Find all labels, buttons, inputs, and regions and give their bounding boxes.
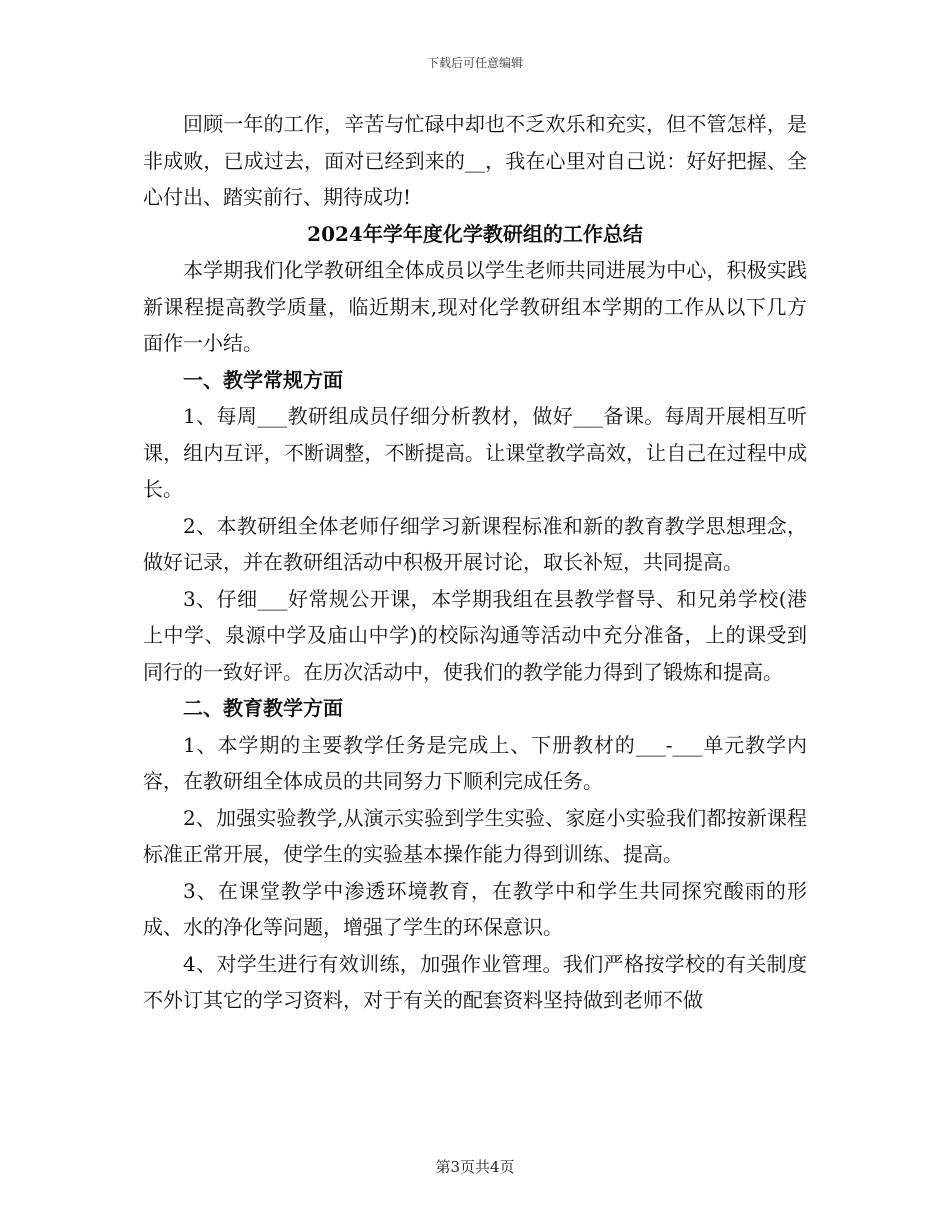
document-title: 2024年学年度化学教研组的工作总结	[307, 221, 643, 246]
section1-item-3: 3、仔细___好常规公开课，本学期我组在县教学督导、和兄弟学校(港上中学、泉源中学及庙山中学)的校际沟通等活动中充分准备，上的课受到同行的一致好评。在历次活动中，使我们的教学能力得到了锻炼和提高。	[143, 586, 807, 684]
section2-item-4: 4、对学生进行有效训练，加强作业管理。我们严格按学校的有关制度不外订其它的学习资料，对于有关的配套资料坚持做到老师不做	[143, 951, 807, 1012]
section1-item-2: 2、本教研组全体老师仔细学习新课程标准和新的教育教学思想理念，做好记录，并在教研组活动中积极开展讨论，取长补短，共同提高。	[143, 513, 807, 574]
document-body	[143, 106, 807, 1019]
section2-item-3: 3、在课堂教学中渗透环境教育，在教学中和学生共同探究酸雨的形成、水的净化等问题，增强了学生的环保意识。	[143, 878, 807, 939]
opening-paragraph: 本学期我们化学教研组全体成员以学生老师共同进展为中心，积极实践新课程提高教学质量，临近期末,现对化学教研组本学期的工作从以下几方面作一小结。	[143, 258, 807, 355]
section2-item-2: 2、加强实验教学,从演示实验到学生实验、家庭小实验我们都按新课程标准正常开展，使学生的实验基本操作能力得到训练、提高。	[143, 805, 807, 866]
section2-item-1: 1、本学期的主要教学任务是完成上、下册教材的___-___单元教学内容，在教研组全体成员的共同努力下顺利完成任务。	[143, 732, 807, 793]
intro-paragraph: 回顾一年的工作，辛苦与忙碌中却也不乏欢乐和充实，但不管怎样，是非成败，已成过去，面对已经到来的__，我在心里对自己说：好好把握、全心付出、踏实前行、期待成功!	[143, 112, 807, 209]
section1-item-1: 1、每周___教研组成员仔细分析教材，做好___备课。每周开展相互听课，组内互评，不断调整，不断提高。让课堂教学高效，让自己在过程中成长。	[143, 404, 807, 501]
section-heading-2: 二、教育教学方面	[183, 696, 343, 720]
page-header: 下载后可任意编辑	[426, 56, 523, 70]
page-number: 第3页共4页	[435, 1158, 515, 1176]
section-heading-1: 一、教学常规方面	[183, 367, 343, 392]
